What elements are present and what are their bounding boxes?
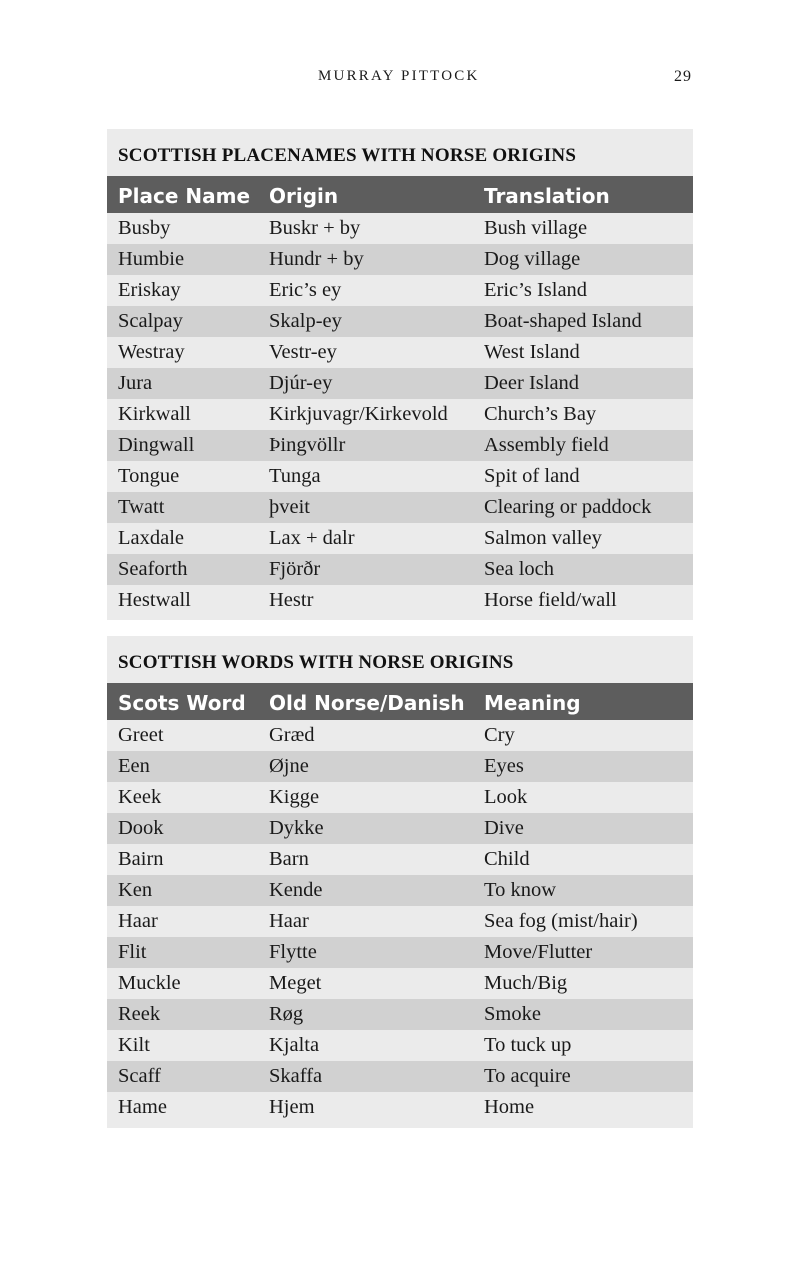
table-cell: Dook: [118, 817, 164, 839]
table-row: [107, 461, 693, 492]
table-row: [107, 430, 693, 461]
table-row: [107, 368, 693, 399]
table-cell: Vestr-ey: [269, 341, 337, 363]
table-cell: Twatt: [118, 496, 165, 518]
table-row: [107, 875, 693, 906]
table-cell: Hestwall: [118, 589, 191, 611]
table-cell: þveit: [269, 496, 310, 518]
table-cell: Haar: [118, 910, 158, 932]
table-cell: Jura: [118, 372, 153, 394]
table-cell: Humbie: [118, 248, 185, 270]
table-cell: Scaff: [118, 1065, 161, 1087]
table-row: [107, 999, 693, 1030]
table-cell: Ken: [118, 879, 153, 901]
table-cell: To tuck up: [484, 1034, 572, 1056]
table-cell: Dingwall: [118, 434, 195, 456]
table-cell: Bairn: [118, 848, 164, 870]
table-cell: Bush village: [484, 217, 588, 239]
table-row: [107, 306, 693, 337]
table-title: SCOTTISH WORDS WITH NORSE ORIGINS: [118, 652, 514, 673]
table-cell: Tongue: [118, 465, 180, 487]
table-cell: Spit of land: [484, 465, 580, 487]
table-cell: Seaforth: [118, 558, 188, 580]
table-cell: Flit: [118, 941, 147, 963]
table-cell: Kjalta: [269, 1034, 320, 1056]
table-cell: Clearing or paddock: [484, 496, 652, 518]
table-cell: To acquire: [484, 1065, 571, 1087]
table-cell: Skalp-ey: [269, 310, 342, 332]
table-cell: Child: [484, 848, 530, 870]
table-row: [107, 968, 693, 999]
table-header-row: [107, 176, 693, 213]
table-cell: Scalpay: [118, 310, 183, 332]
table-cell: Hundr + by: [269, 248, 364, 270]
table-row: [107, 906, 693, 937]
table-cell: Haar: [269, 910, 309, 932]
table-row: [107, 399, 693, 430]
table-cell: To know: [484, 879, 557, 901]
table-cell: Kilt: [118, 1034, 150, 1056]
table-cell: Keek: [118, 786, 162, 808]
column-header: Origin: [269, 183, 339, 208]
table-cell: Westray: [118, 341, 185, 363]
table-row: [107, 782, 693, 813]
table-header-row: [107, 683, 693, 720]
table-cell: Boat-shaped Island: [484, 310, 642, 332]
table-cell: Dive: [484, 817, 524, 839]
column-header: Place Name: [118, 183, 251, 208]
page-number: 29: [674, 68, 692, 85]
table-cell: Eriskay: [118, 279, 181, 301]
column-header: Old Norse/Danish: [269, 690, 465, 715]
table-cell: Assembly field: [484, 434, 609, 456]
table-body: [107, 213, 693, 616]
table-cell: Home: [484, 1096, 535, 1118]
table-cell: Deer Island: [484, 372, 580, 394]
table-body: [107, 720, 693, 1123]
table-cell: Greet: [118, 724, 164, 746]
table-cell: Hestr: [269, 589, 314, 611]
table-cell: Lax + dalr: [269, 527, 355, 549]
table-cell: Øjne: [269, 755, 309, 777]
table-row: [107, 844, 693, 875]
table-cell: Dog village: [484, 248, 581, 270]
table-cell: Laxdale: [118, 527, 185, 549]
words-table: [107, 636, 693, 1128]
table-cell: Cry: [484, 724, 515, 746]
table-row: [107, 720, 693, 751]
table-cell: Sea loch: [484, 558, 555, 580]
table-cell: Eric’s ey: [269, 279, 342, 301]
table-cell: Hjem: [269, 1096, 315, 1118]
table-cell: Salmon valley: [484, 527, 602, 549]
table-cell: Sea fog (mist/hair): [484, 910, 638, 932]
table-cell: Een: [118, 755, 150, 777]
table-row: [107, 937, 693, 968]
table-row: [107, 1092, 693, 1123]
table-cell: Look: [484, 786, 528, 808]
column-header: Meaning: [484, 690, 581, 715]
table-cell: Horse field/wall: [484, 589, 617, 611]
table-row: [107, 585, 693, 616]
table-row: [107, 337, 693, 368]
table-cell: Fjörðr: [269, 558, 321, 580]
column-header: Scots Word: [118, 690, 246, 715]
table-row: [107, 1030, 693, 1061]
table-row: [107, 492, 693, 523]
table-row: [107, 751, 693, 782]
table-row: [107, 1061, 693, 1092]
table-cell: Reek: [118, 1003, 161, 1025]
table-cell: Skaffa: [269, 1065, 323, 1087]
table-row: [107, 244, 693, 275]
table-cell: Buskr + by: [269, 217, 361, 239]
table-cell: Kirkjuvagr/Kirkevold: [269, 403, 448, 425]
table-row: [107, 813, 693, 844]
table-cell: Eyes: [484, 755, 524, 777]
table-cell: Much/Big: [484, 972, 568, 994]
table-cell: Kirkwall: [118, 403, 191, 425]
running-head: [0, 68, 808, 90]
table-cell: Smoke: [484, 1003, 541, 1025]
table-cell: Røg: [269, 1003, 304, 1025]
table-cell: Tunga: [269, 465, 321, 487]
table-cell: Dykke: [269, 817, 324, 839]
column-header: Translation: [484, 183, 610, 208]
table-cell: Barn: [269, 848, 309, 870]
table-cell: Kigge: [269, 786, 320, 808]
table-cell: Church’s Bay: [484, 403, 597, 425]
running-title: MURRAY PITTOCK: [318, 68, 480, 84]
table-cell: Djúr-ey: [269, 372, 333, 394]
table-cell: Busby: [118, 217, 171, 239]
table-cell: West Island: [484, 341, 580, 363]
table-title: SCOTTISH PLACENAMES WITH NORSE ORIGINS: [118, 145, 577, 166]
table-cell: Hame: [118, 1096, 167, 1118]
table-cell: Eric’s Island: [484, 279, 588, 301]
table-cell: Meget: [269, 972, 322, 994]
table-row: [107, 275, 693, 306]
table-cell: Græd: [269, 724, 315, 746]
table-row: [107, 213, 693, 244]
placenames-table: [107, 129, 693, 620]
table-cell: Flytte: [269, 941, 317, 963]
table-cell: Move/Flutter: [484, 941, 593, 963]
table-cell: Muckle: [118, 972, 181, 994]
table-cell: Kende: [269, 879, 323, 901]
table-cell: Þingvöllr: [269, 434, 346, 456]
table-row: [107, 523, 693, 554]
table-row: [107, 554, 693, 585]
